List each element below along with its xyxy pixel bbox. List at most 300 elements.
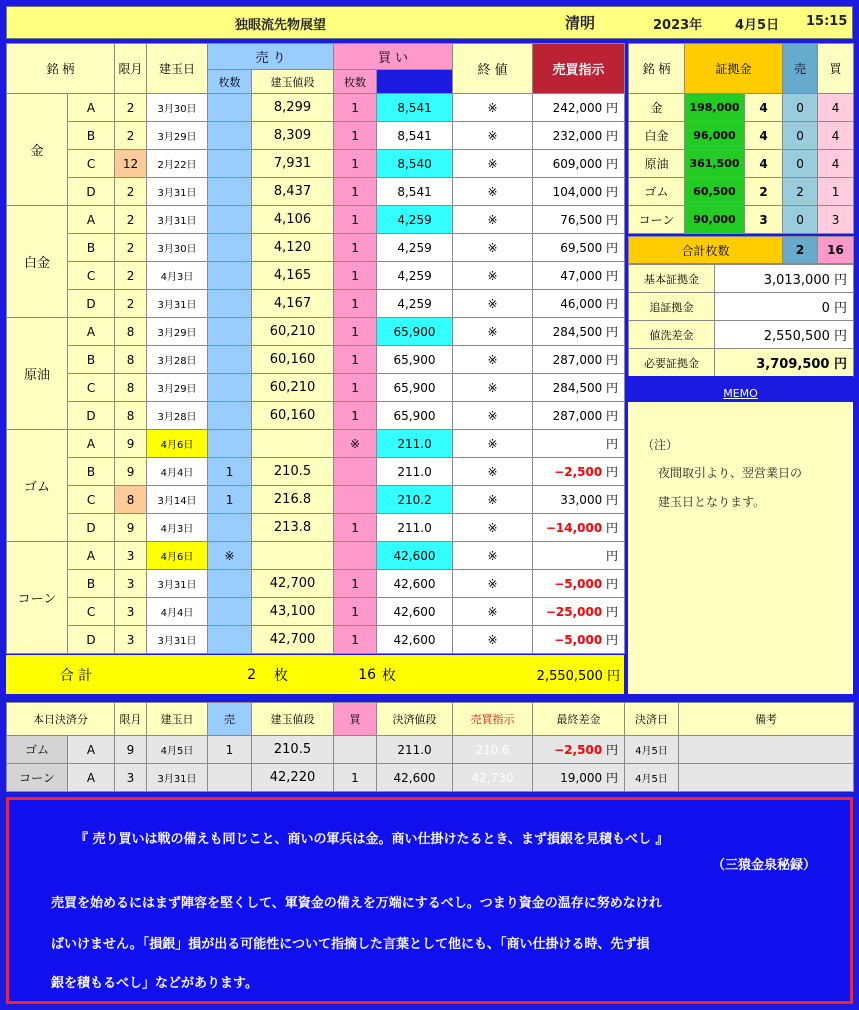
summary-row [629, 293, 854, 321]
col-header-close: 終 値 [453, 44, 533, 94]
margin-total-label: 合計枚数 [629, 237, 783, 264]
buy-qty: 1 [334, 402, 377, 430]
contract-month: 12 [115, 150, 147, 178]
series-label: A [68, 318, 115, 346]
close-price: 8,541 [377, 94, 453, 122]
header-date: 4月5日 [735, 18, 780, 33]
close-price: 4,259 [377, 206, 453, 234]
series-label: C [68, 598, 115, 626]
position-row [7, 374, 625, 402]
settle-month: 9 [115, 736, 147, 764]
diff-amount: 242,000 [552, 101, 603, 115]
instruction-mark: ※ [453, 430, 533, 458]
contract-month: 8 [115, 402, 147, 430]
open-price [252, 430, 334, 458]
series-label: A [68, 542, 115, 570]
series-label: D [68, 178, 115, 206]
sell-qty: 1 [208, 458, 252, 486]
sell-qty [208, 598, 252, 626]
settle-open-price: 42,220 [252, 764, 334, 792]
sell-qty [208, 402, 252, 430]
close-price: 211.0 [377, 514, 453, 542]
close-price: 42,600 [377, 542, 453, 570]
sell-qty [208, 262, 252, 290]
margin-brand: 金 [629, 94, 685, 122]
diff-unit: 円 [602, 213, 619, 227]
total-diff: 2,550,500 円 [436, 655, 624, 694]
sell-qty [208, 570, 252, 598]
open-date: 2月22日 [147, 150, 208, 178]
open-date: 3月30日 [147, 94, 208, 122]
sell-qty: ※ [208, 542, 252, 570]
instruction-mark: ※ [453, 626, 533, 654]
open-date: 3月31日 [147, 290, 208, 318]
col-header-brand: 銘 柄 [7, 44, 115, 94]
memo-note: （注） [642, 438, 679, 452]
position-row [7, 94, 625, 122]
series-label: A [68, 206, 115, 234]
settle-header-open-date: 建玉日 [147, 703, 208, 736]
open-date: 3月31日 [147, 178, 208, 206]
position-row [7, 122, 625, 150]
close-price: 42,600 [377, 570, 453, 598]
settle-final [533, 736, 625, 764]
series-label: D [68, 402, 115, 430]
instruction-mark: ※ [453, 346, 533, 374]
margin-amount: 198,000 [685, 94, 745, 122]
summary-label: 追証拠金 [629, 293, 715, 321]
settle-series: A [68, 736, 115, 764]
settle-header-settle-price: 決済値段 [377, 703, 453, 736]
settle-header-final: 最終差金 [533, 703, 625, 736]
diff-unit: 円 [602, 297, 619, 311]
diff-unit: 円 [602, 381, 619, 395]
sell-qty: 1 [208, 486, 252, 514]
diff-value [533, 290, 625, 318]
diff-amount: 609,000 [552, 157, 603, 171]
position-row [7, 486, 625, 514]
diff-unit: 円 [602, 353, 619, 367]
margin-count: 4 [745, 122, 783, 150]
margin-amount: 90,000 [685, 206, 745, 234]
diff-value [533, 514, 625, 542]
open-price: 43,100 [252, 598, 334, 626]
margin-buy: 1 [818, 178, 854, 206]
open-date: 4月4日 [147, 458, 208, 486]
contract-month: 3 [115, 598, 147, 626]
settle-instruction: 210.6 [453, 736, 533, 764]
instruction-mark: ※ [453, 150, 533, 178]
margin-buy: 4 [818, 122, 854, 150]
quote-paragraph-1: 売買を始めるにはまず陣容を堅くして、軍資金の備えを万端にするべし。つまり資金の温存に努めなけれ [51, 896, 662, 911]
sell-qty [208, 346, 252, 374]
settle-header-buy: 買 [334, 703, 377, 736]
open-date: 4月6日 [147, 430, 208, 458]
margin-header-buy: 買 [818, 44, 854, 94]
diff-unit: 円 [602, 157, 619, 171]
diff-value [533, 94, 625, 122]
contract-month: 2 [115, 290, 147, 318]
settle-remarks [679, 764, 854, 792]
contract-month: 2 [115, 122, 147, 150]
col-header-instruction: 売買指示 [533, 44, 625, 94]
series-label: C [68, 486, 115, 514]
margin-count: 3 [745, 206, 783, 234]
summary-row [629, 265, 854, 293]
margin-header-brand: 銘 柄 [629, 44, 685, 94]
series-label: B [68, 234, 115, 262]
col-header-buy: 買 い [334, 44, 453, 70]
instruction-mark: ※ [453, 262, 533, 290]
col-header-sell-qty: 枚数 [208, 70, 252, 94]
margin-amount: 96,000 [685, 122, 745, 150]
col-header-sell: 売 り [208, 44, 334, 70]
series-label: B [68, 346, 115, 374]
diff-amount: 46,000 [560, 297, 603, 311]
quote-paragraph-2: ばいけません。「損銀」損が出る可能性について指摘した言葉として他にも、「商い仕掛ける時、先ず損 [51, 937, 650, 952]
settle-row [7, 736, 854, 764]
summary-label: 値洗差金 [629, 321, 715, 349]
open-date: 3月30日 [147, 234, 208, 262]
position-row [7, 430, 625, 458]
sell-qty [208, 234, 252, 262]
buy-qty: 1 [334, 94, 377, 122]
diff-value [533, 178, 625, 206]
margin-total-buy: 16 [818, 237, 854, 264]
close-price: 42,600 [377, 598, 453, 626]
diff-value [533, 346, 625, 374]
sell-qty [208, 94, 252, 122]
open-price: 8,309 [252, 122, 334, 150]
instruction-mark: ※ [453, 234, 533, 262]
contract-month: 2 [115, 234, 147, 262]
open-price [252, 542, 334, 570]
diff-unit: 円 [606, 437, 619, 451]
open-date: 3月29日 [147, 122, 208, 150]
instruction-mark: ※ [453, 318, 533, 346]
open-price: 4,167 [252, 290, 334, 318]
margin-header-margin: 証拠金 [685, 44, 783, 94]
margin-sell: 2 [783, 178, 818, 206]
buy-qty: ※ [334, 430, 377, 458]
buy-qty [334, 458, 377, 486]
diff-unit: 円 [602, 521, 619, 535]
contract-month: 3 [115, 626, 147, 654]
position-row [7, 234, 625, 262]
diff-amount: 284,500 [552, 325, 603, 339]
close-price: 65,900 [377, 402, 453, 430]
margin-header-sell: 売 [783, 44, 818, 94]
contract-month: 9 [115, 514, 147, 542]
instruction-mark: ※ [453, 570, 533, 598]
settle-row [7, 764, 854, 792]
contract-month: 2 [115, 262, 147, 290]
settle-final-unit: 円 [602, 743, 618, 757]
diff-value [533, 150, 625, 178]
diff-amount: −14,000 [545, 521, 603, 535]
buy-qty: 1 [334, 318, 377, 346]
summary-label: 基本証拠金 [629, 265, 715, 293]
position-row [7, 290, 625, 318]
margin-brand: ゴム [629, 178, 685, 206]
open-price: 213.8 [252, 514, 334, 542]
position-row [7, 458, 625, 486]
series-label: A [68, 94, 115, 122]
settle-date: 4月5日 [625, 736, 679, 764]
sell-qty [208, 178, 252, 206]
total-sell-qty: 2 [146, 655, 256, 694]
instruction-mark: ※ [453, 94, 533, 122]
margin-table [628, 43, 854, 234]
diff-amount: 33,000 [560, 493, 603, 507]
buy-qty: 1 [334, 206, 377, 234]
diff-amount: −25,000 [545, 605, 603, 619]
margin-buy: 4 [818, 150, 854, 178]
close-price: 210.2 [377, 486, 453, 514]
diff-value [533, 626, 625, 654]
diff-amount: 47,000 [560, 269, 603, 283]
diff-value [533, 542, 625, 570]
settle-buy: 1 [334, 764, 377, 792]
sell-qty [208, 290, 252, 318]
instruction-mark: ※ [453, 178, 533, 206]
memo-line-2: 建玉日となります。 [658, 495, 766, 509]
sell-qty [208, 206, 252, 234]
margin-summary [628, 236, 854, 264]
close-price: 65,900 [377, 318, 453, 346]
position-row [7, 318, 625, 346]
close-price: 8,541 [377, 122, 453, 150]
settle-header-settle-date: 決済日 [625, 703, 679, 736]
total-label: 合 計 [6, 655, 146, 694]
margin-row [629, 178, 854, 206]
settle-sell [208, 764, 252, 792]
summary-row [629, 321, 854, 349]
margin-row [629, 122, 854, 150]
settle-price: 42,600 [377, 764, 453, 792]
col-header-open-price: 建玉値段 [252, 70, 334, 94]
settle-brand: コーン [7, 764, 68, 792]
series-label: B [68, 122, 115, 150]
memo-link[interactable]: MEMO [723, 387, 758, 400]
buy-qty: 1 [334, 262, 377, 290]
total-row [6, 655, 624, 694]
close-price: 65,900 [377, 374, 453, 402]
settle-open-price: 210.5 [252, 736, 334, 764]
total-buy-unit: 枚 [376, 655, 436, 694]
settlement-table [6, 702, 854, 792]
brand-name: 原油 [7, 318, 68, 430]
diff-amount: 284,500 [552, 381, 603, 395]
sell-qty [208, 374, 252, 402]
position-row [7, 346, 625, 374]
open-date: 4月6日 [147, 542, 208, 570]
buy-qty: 1 [334, 570, 377, 598]
summary-value: 3,709,500 円 [715, 349, 854, 377]
summary-label: 必要証拠金 [629, 349, 715, 377]
settle-header-sell: 売 [208, 703, 252, 736]
brand-name: ゴム [7, 430, 68, 542]
quote-paragraph-3: 銀を積もるべし」などがあります。 [51, 976, 258, 991]
header-year: 2023年 [653, 18, 703, 33]
diff-unit: 円 [602, 409, 619, 423]
margin-count: 4 [745, 150, 783, 178]
contract-month: 2 [115, 206, 147, 234]
position-row [7, 402, 625, 430]
open-date: 3月28日 [147, 402, 208, 430]
position-row [7, 570, 625, 598]
settle-month: 3 [115, 764, 147, 792]
diff-unit: 円 [602, 129, 619, 143]
margin-buy: 4 [818, 94, 854, 122]
diff-value [533, 122, 625, 150]
series-label: C [68, 262, 115, 290]
settle-final-amount: −2,500 [554, 743, 603, 757]
open-date: 4月4日 [147, 598, 208, 626]
buy-qty: 1 [334, 234, 377, 262]
settle-series: A [68, 764, 115, 792]
col-header-buy-qty: 枚数 [334, 70, 377, 94]
position-row [7, 150, 625, 178]
margin-row [629, 206, 854, 234]
margin-brand: 原油 [629, 150, 685, 178]
total-sell-unit: 枚 [256, 655, 306, 694]
instruction-mark: ※ [453, 402, 533, 430]
series-label: C [68, 150, 115, 178]
margin-row [629, 150, 854, 178]
contract-month: 8 [115, 374, 147, 402]
open-price: 60,210 [252, 318, 334, 346]
buy-qty [334, 542, 377, 570]
open-price: 8,437 [252, 178, 334, 206]
instruction-mark: ※ [453, 122, 533, 150]
summary-row [629, 349, 854, 377]
series-label: B [68, 570, 115, 598]
margin-amount: 60,500 [685, 178, 745, 206]
close-price: 65,900 [377, 346, 453, 374]
diff-amount: −5,000 [554, 633, 603, 647]
position-row [7, 178, 625, 206]
diff-value [533, 318, 625, 346]
memo-header [628, 376, 853, 402]
open-price: 60,160 [252, 402, 334, 430]
margin-count: 4 [745, 94, 783, 122]
contract-month: 8 [115, 486, 147, 514]
sell-qty [208, 430, 252, 458]
open-price: 42,700 [252, 570, 334, 598]
close-price: 8,540 [377, 150, 453, 178]
open-price: 216.8 [252, 486, 334, 514]
buy-qty: 1 [334, 150, 377, 178]
brand-name: 白金 [7, 206, 68, 318]
buy-qty: 1 [334, 626, 377, 654]
contract-month: 9 [115, 430, 147, 458]
margin-brand: 白金 [629, 122, 685, 150]
diff-unit: 円 [602, 633, 619, 647]
sell-qty [208, 318, 252, 346]
open-price: 42,700 [252, 626, 334, 654]
diff-unit: 円 [602, 605, 619, 619]
settle-header-title: 本日決済分 [7, 703, 115, 736]
contract-month: 3 [115, 570, 147, 598]
buy-qty: 1 [334, 290, 377, 318]
close-price: 211.0 [377, 430, 453, 458]
margin-total-sell: 2 [783, 237, 818, 264]
settle-open-date: 3月31日 [147, 764, 208, 792]
buy-qty [334, 486, 377, 514]
col-header-open-date: 建玉日 [147, 44, 208, 94]
contract-month: 2 [115, 94, 147, 122]
summary-value: 2,550,500 円 [715, 321, 854, 349]
series-label: D [68, 626, 115, 654]
diff-unit: 円 [602, 269, 619, 283]
diff-value [533, 206, 625, 234]
total-buy-qty: 16 [306, 655, 376, 694]
diff-unit: 円 [602, 493, 619, 507]
diff-unit: 円 [602, 577, 619, 591]
open-price: 4,120 [252, 234, 334, 262]
open-price: 7,931 [252, 150, 334, 178]
col-header-month: 限月 [115, 44, 147, 94]
margin-summary-values [628, 264, 854, 377]
margin-sell: 0 [783, 150, 818, 178]
settle-header-open-price: 建玉値段 [252, 703, 334, 736]
open-price: 60,210 [252, 374, 334, 402]
margin-sell: 0 [783, 122, 818, 150]
quote-source: （三猿金泉秘録） [712, 858, 817, 873]
close-price: 4,259 [377, 234, 453, 262]
margin-amount: 361,500 [685, 150, 745, 178]
settle-final-unit: 円 [602, 771, 618, 785]
instruction-mark: ※ [453, 598, 533, 626]
sell-qty [208, 626, 252, 654]
diff-value [533, 458, 625, 486]
diff-unit: 円 [602, 325, 619, 339]
close-price: 4,259 [377, 262, 453, 290]
diff-unit: 円 [602, 101, 619, 115]
open-date: 3月31日 [147, 570, 208, 598]
brand-name: コーン [7, 542, 68, 654]
diff-value [533, 570, 625, 598]
quote-text: 『 売り買いは戦の備えも同じこと、商いの軍兵は金。商い仕掛けたるとき、まず損銀を見積もべし 』 [75, 832, 669, 847]
open-date: 3月29日 [147, 374, 208, 402]
margin-sell: 0 [783, 206, 818, 234]
settle-price: 211.0 [377, 736, 453, 764]
buy-qty: 1 [334, 374, 377, 402]
diff-value [533, 262, 625, 290]
buy-qty: 1 [334, 598, 377, 626]
instruction-mark: ※ [453, 486, 533, 514]
sell-qty [208, 150, 252, 178]
position-row [7, 626, 625, 654]
open-date: 3月31日 [147, 206, 208, 234]
season-label: 清明 [565, 14, 596, 32]
instruction-mark: ※ [453, 542, 533, 570]
buy-qty: 1 [334, 178, 377, 206]
close-price: 4,259 [377, 290, 453, 318]
open-price: 60,160 [252, 346, 334, 374]
instruction-mark: ※ [453, 514, 533, 542]
positions-table [6, 43, 625, 654]
diff-amount: −2,500 [554, 465, 603, 479]
margin-count: 2 [745, 178, 783, 206]
open-date: 4月3日 [147, 514, 208, 542]
open-price: 4,165 [252, 262, 334, 290]
position-row [7, 206, 625, 234]
contract-month: 9 [115, 458, 147, 486]
diff-value [533, 234, 625, 262]
series-label: B [68, 458, 115, 486]
